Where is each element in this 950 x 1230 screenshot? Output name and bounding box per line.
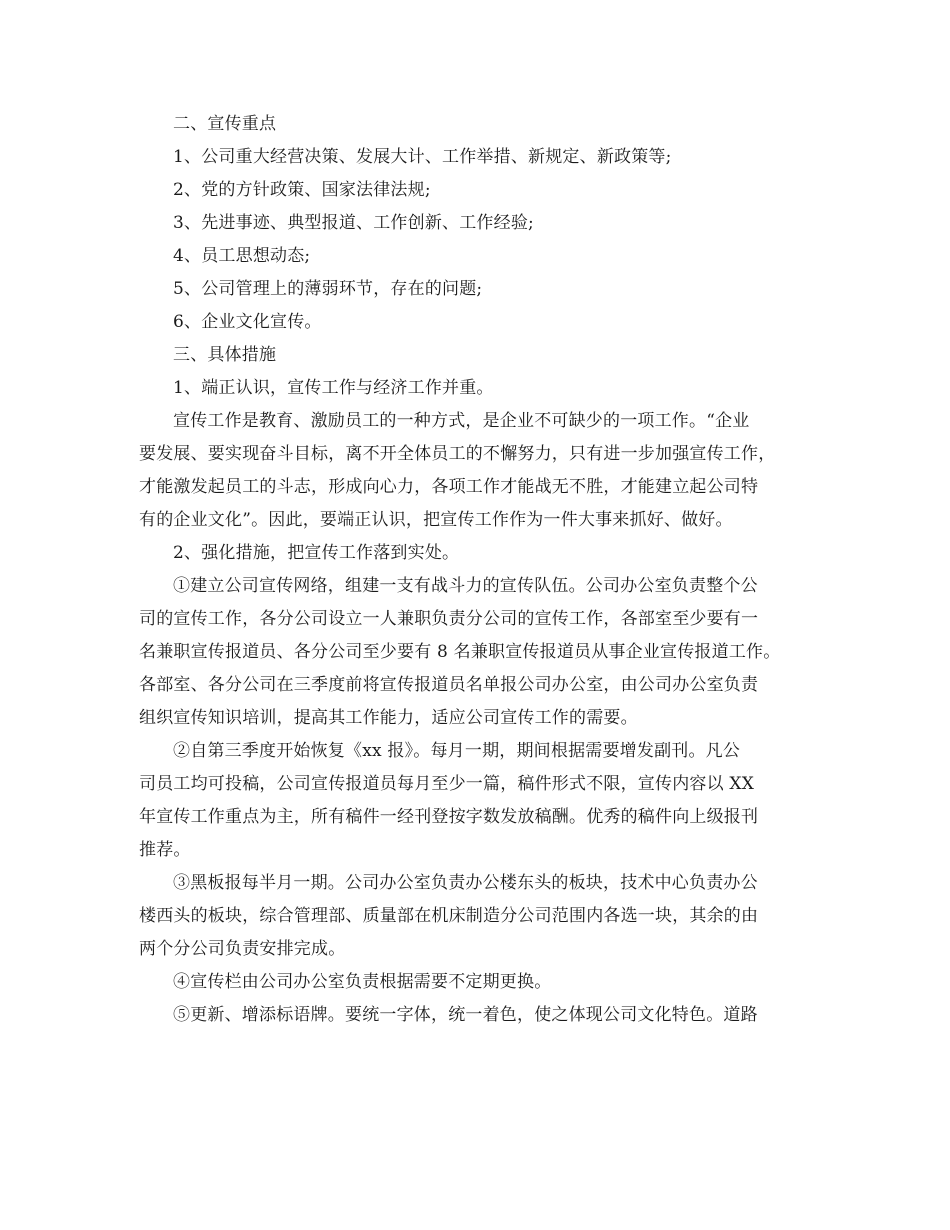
list-item: 5、公司管理上的薄弱环节，存在的问题; — [173, 279, 483, 299]
paragraph-line: ③黑板报每半月一期。公司办公室负责办公楼东头的板块，技术中心负责办公 — [173, 873, 758, 893]
list-item: 6、企业文化宣传。 — [173, 312, 322, 332]
paragraph-line: 司员工均可投稿，公司宣传报道员每月至少一篇，稿件形式不限，宣传内容以 XX — [139, 774, 755, 794]
paragraph-line: ⑤更新、增添标语牌。要统一字体，统一着色，使之体现公司文化特色。道路 — [173, 1005, 758, 1025]
paragraph-line: ②自第三季度开始恢复《xx 报》。每月一期，期间根据需要增发副刊。凡公 — [173, 741, 741, 761]
paragraph-line: 各部室、各分公司在三季度前将宣传报道员名单报公司办公室，由公司办公室负责 — [139, 675, 759, 695]
section-heading-publicity-focus: 二、宣传重点 — [173, 114, 277, 134]
list-item: 4、员工思想动态; — [173, 246, 311, 266]
paragraph-line: 名兼职宣传报道员、各分公司至少要有 8 名兼职宣传报道员从事企业宣传报道工作。 — [139, 642, 781, 662]
paragraph-line: 楼西头的板块，综合管理部、质量部在机床制造分公司范围内各选一块，其余的由 — [139, 906, 759, 926]
paragraph-line: 有的企业文化”。因此，要端正认识，把宣传工作作为一件大事来抓好、做好。 — [139, 510, 733, 530]
paragraph-line: 推荐。 — [139, 840, 191, 860]
paragraph-line: ④宣传栏由公司办公室负责根据需要不定期更换。 — [173, 972, 552, 992]
subheading: 2、强化措施，把宣传工作落到实处。 — [173, 543, 460, 563]
list-item: 2、党的方针政策、国家法律法规; — [173, 180, 431, 200]
paragraph-line: ①建立公司宣传网络，组建一支有战斗力的宣传队伍。公司办公室负责整个公 — [173, 576, 758, 596]
document-page — [139, 108, 814, 1032]
paragraph-line: 年宣传工作重点为主，所有稿件一经刊登按字数发放稿酬。优秀的稿件向上级报刊 — [139, 807, 759, 827]
paragraph-line: 才能激发起员工的斗志，形成向心力，各项工作才能战无不胜，才能建立起公司特 — [139, 477, 759, 497]
list-item: 3、先进事迹、典型报道、工作创新、工作经验; — [173, 213, 534, 233]
paragraph-line: 司的宣传工作，各分公司设立一人兼职负责分公司的宣传工作，各部室至少要有一 — [139, 609, 759, 629]
subheading: 1、端正认识，宣传工作与经济工作并重。 — [173, 378, 494, 398]
list-item: 1、公司重大经营决策、发展大计、工作举措、新规定、新政策等; — [173, 147, 672, 167]
section-heading-measures: 三、具体措施 — [173, 345, 277, 365]
paragraph-line: 宣传工作是教育、激励员工的一种方式，是企业不可缺少的一项工作。“企业 — [173, 411, 750, 431]
paragraph-line: 两个分公司负责安排完成。 — [139, 939, 346, 959]
paragraph-line: 组织宣传知识培训，提高其工作能力，适应公司宣传工作的需要。 — [139, 708, 638, 728]
paragraph-line: 要发展、要实现奋斗目标，离不开全体员工的不懈努力，只有进一步加强宣传工作， — [139, 444, 776, 464]
